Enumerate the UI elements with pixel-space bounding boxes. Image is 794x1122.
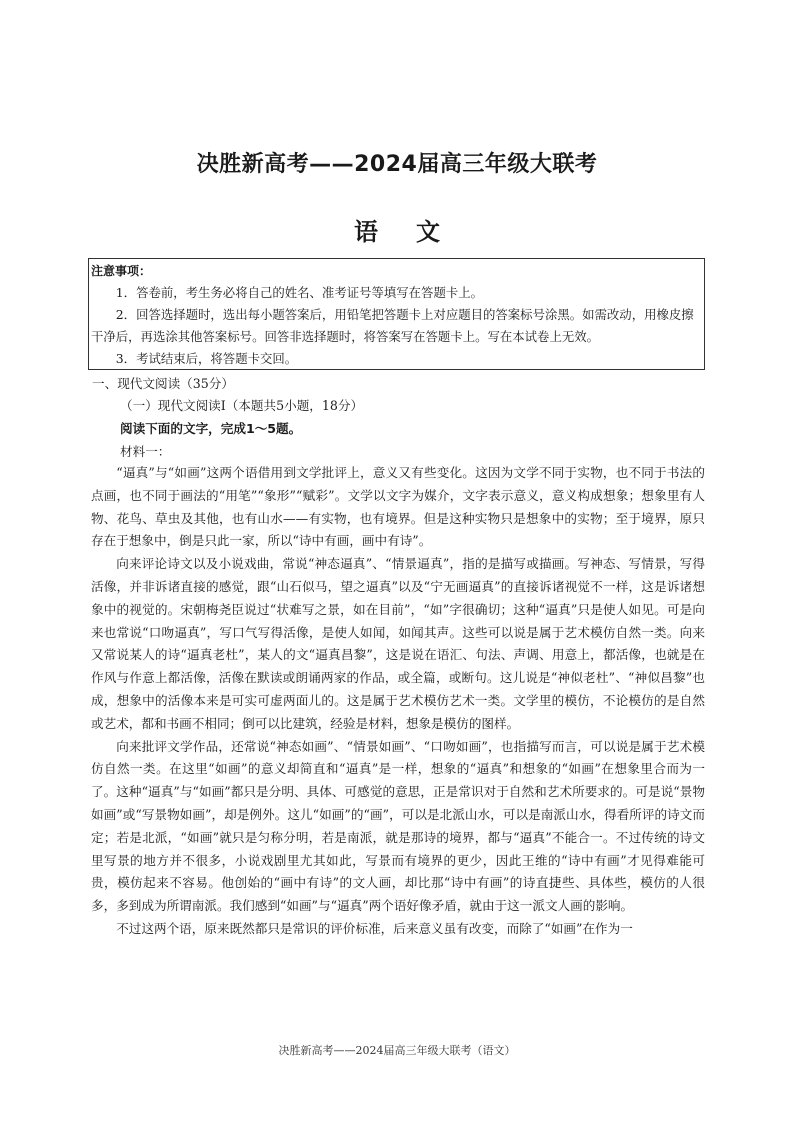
notice-item: 2．回答选择题时，选出每小题答案后，用铅笔把答题卡上对应题目的答案标号涂黑。如需改动，用橡皮擦干净后，再选涂其他答案标号。回答非选择题时，将答案写在答题卡上。写在本试卷上无效。 [91,307,694,344]
passage-paragraph: 向来评论诗文以及小说戏曲，常说“神态逼真”、“情景逼真”，指的是描写或描画。写神态、写情景，写得活像，并非诉诸直接的感觉，跟“山石似马，望之逼真”以及“宁无画逼真”的直接诉诸视觉不一样，这是诉诸想象中的视觉的。宋朝梅尧臣说过“状难写之景，如在目前”，“如”字很确切；这种“逼真”只是使人如见。可是向来也常说“口吻逼真”，写口气写得活像，是使人如闻，如闻其声。这些可以说是属于艺术模仿自然一类。向来又常说某人的诗“逼真老杜”，某人的文“逼真昌黎”，这是说在语汇、句法、声调、用意上，都活像，也就是在作风与作意上都活像，活像在默读或朗诵两家的作品，或全篇，或断句。这儿说是“神似老杜”、“神似昌黎”也成，想象中的活像本来是可实可虚两面儿的。这是属于艺术模仿艺术一类。文学里的模仿，不论模仿的是自然或艺术，都和书画不相同；倒可以比建筑，经验是材料，想象是模仿的图样。 [91,556,705,731]
page-footer: 决胜新高考——2024届高三年级大联考（语文） [278,1044,516,1057]
passage [91,462,705,941]
passage-paragraph: 不过这两个语，原来既然都只是常识的评价标准，后来意义虽有改变，而除了“如画”在作为一 [116,920,633,936]
subject-title: 语文 [354,218,478,246]
notice-heading: 注意事项： [91,264,152,278]
passage-paragraph: “逼真”与“如画”这两个语借用到文学批评上，意义又有些变化。这因为文学不同于实物，也不同于书法的点画，也不同于画法的“用笔”“象形”“赋彩”。文学以文字为媒介，文字表示意义，意义构成想象；想象里有人物、花鸟、草虫及其他，也有山水——有实物，也有境界。但是这种实物只是想象中的实物；至于境界，原只存在于想象中，倒是只此一家，所以“诗中有画，画中有诗”。 [91,465,705,549]
notice-item: 1．答卷前，考生务必将自己的姓名、准考证号等填写在答题卡上。 [115,285,484,300]
reading-instruction: 阅读下面的文字，完成1～5题。 [120,421,302,436]
notice-item: 3．考试结束后，将答题卡交回。 [115,351,298,366]
passage-paragraph: 向来批评文学作品，还常说“神态如画”、“情景如画”、“口吻如画”，也指描写而言，可以说是属于艺术模仿自然一类。在这里“如画”的意义却简直和“逼真”是一样，想象的“逼真”和想象的“如画”在想象里合而为一了。这种“逼真”与“如画”都只是分明、具体、可感觉的意思，正是常识对于自然和艺术所要求的。可是说“景物如画”或“写景物如画”，却是例外。这儿“如画”的“画”，可以是北派山水，可以是南派山水，得看所评的诗文而定；若是北派，“如画”就只是匀称分明，若是南派，就是那诗的境界，都与“逼真”不能合一。不过传统的诗文里写景的地方并不很多，小说戏剧里尤其如此，写景而有境界的更少，因此王维的“诗中有画”才见得难能可贵，模仿起来不容易。他创始的“画中有诗”的文人画，却比那“诗中有画”的诗直捷些、具体些，模仿的人很多，多到成为所谓南派。我们感到“如画”与“逼真”两个语好像矛盾，就由于这一派文人画的影响。 [91,738,705,914]
exam-title: 决胜新高考——2024届高三年级大联考 [196,152,598,177]
subsection-heading: （一）现代文阅读Ⅰ（本题共5小题，18分） [120,398,364,413]
notice-box [88,258,705,370]
material-label: 材料一： [120,444,171,459]
section-heading: 一、现代文阅读（35分） [92,376,234,391]
